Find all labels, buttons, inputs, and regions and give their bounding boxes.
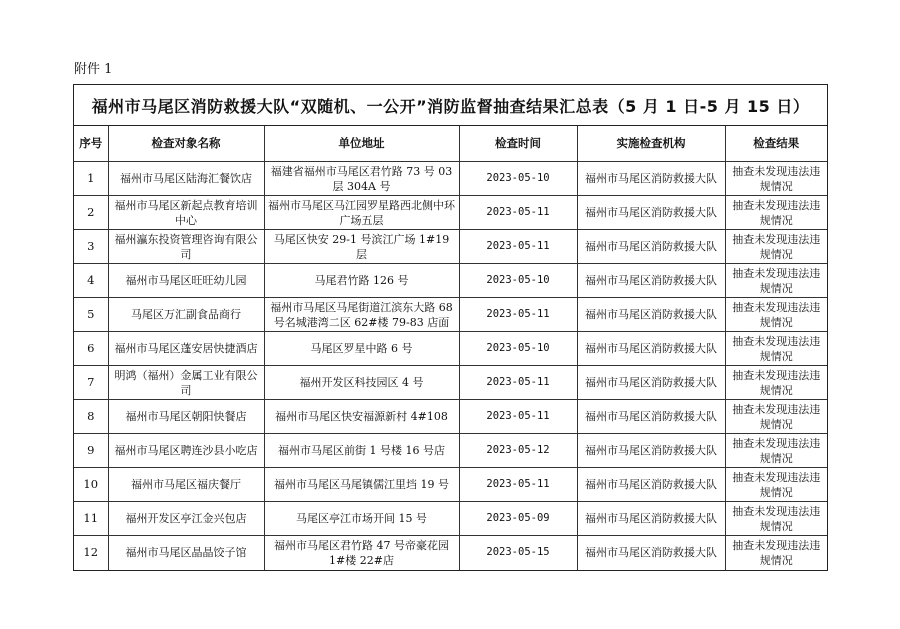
- table-row: [74, 162, 827, 196]
- cell-seq: 5: [74, 298, 108, 332]
- cell-name: 福州市马尾区陆海汇餐饮店: [108, 162, 264, 196]
- table-row: [74, 468, 827, 502]
- cell-time: 2023-05-11: [459, 196, 577, 230]
- table-row: [74, 264, 827, 298]
- cell-result: 抽查未发现违法违规情况: [725, 468, 827, 502]
- cell-seq: 6: [74, 332, 108, 366]
- cell-seq: 12: [74, 536, 108, 570]
- header-address: 单位地址: [264, 126, 459, 162]
- cell-address: 福州市马尾区马尾镇儒江里垱 19 号: [264, 468, 459, 502]
- cell-result: 抽查未发现违法违规情况: [725, 264, 827, 298]
- cell-name: 福州瀛东投资管理咨询有限公司: [108, 230, 264, 264]
- table-row: [74, 298, 827, 332]
- cell-time: 2023-05-10: [459, 264, 577, 298]
- header-time: 检查时间: [459, 126, 577, 162]
- cell-address: 马尾区罗星中路 6 号: [264, 332, 459, 366]
- cell-agency: 福州市马尾区消防救援大队: [577, 264, 725, 298]
- results-table: [74, 126, 827, 570]
- cell-seq: 9: [74, 434, 108, 468]
- table-row: [74, 332, 827, 366]
- cell-result: 抽查未发现违法违规情况: [725, 366, 827, 400]
- cell-agency: 福州市马尾区消防救援大队: [577, 298, 725, 332]
- cell-agency: 福州市马尾区消防救援大队: [577, 400, 725, 434]
- cell-name: 福州市马尾区旺旺幼儿园: [108, 264, 264, 298]
- cell-name: 福州市马尾区新起点教育培训中心: [108, 196, 264, 230]
- table-row: [74, 434, 827, 468]
- cell-agency: 福州市马尾区消防救援大队: [577, 536, 725, 570]
- cell-address: 福建省福州市马尾区君竹路 73 号 03 层 304A 号: [264, 162, 459, 196]
- header-seq: 序号: [74, 126, 108, 162]
- cell-address: 福州市马尾区马尾街道江滨东大路 68 号名城港湾二区 62#楼 79-83 店面: [264, 298, 459, 332]
- header-result: 检查结果: [725, 126, 827, 162]
- cell-seq: 3: [74, 230, 108, 264]
- cell-name: 福州市马尾区蓬安居快捷酒店: [108, 332, 264, 366]
- table-row: [74, 230, 827, 264]
- attachment-label: 附件 1: [74, 62, 113, 77]
- cell-time: 2023-05-09: [459, 502, 577, 536]
- table-row: [74, 536, 827, 570]
- cell-name: 福州开发区亭江金兴包店: [108, 502, 264, 536]
- cell-time: 2023-05-11: [459, 366, 577, 400]
- cell-time: 2023-05-11: [459, 468, 577, 502]
- cell-agency: 福州市马尾区消防救援大队: [577, 434, 725, 468]
- header-name: 检查对象名称: [108, 126, 264, 162]
- cell-result: 抽查未发现违法违规情况: [725, 196, 827, 230]
- cell-agency: 福州市马尾区消防救援大队: [577, 366, 725, 400]
- table-row: [74, 196, 827, 230]
- cell-agency: 福州市马尾区消防救援大队: [577, 196, 725, 230]
- cell-address: 马尾君竹路 126 号: [264, 264, 459, 298]
- cell-time: 2023-05-11: [459, 400, 577, 434]
- cell-result: 抽查未发现违法违规情况: [725, 230, 827, 264]
- cell-name: 福州市马尾区聘连沙县小吃店: [108, 434, 264, 468]
- cell-seq: 2: [74, 196, 108, 230]
- cell-time: 2023-05-10: [459, 162, 577, 196]
- summary-table-sheet: [73, 84, 828, 571]
- cell-agency: 福州市马尾区消防救援大队: [577, 162, 725, 196]
- cell-result: 抽查未发现违法违规情况: [725, 332, 827, 366]
- document-title: 福州市马尾区消防救援大队“双随机、一公开”消防监督抽查结果汇总表（5 月 1 日-5 月 15 日）: [74, 85, 827, 126]
- cell-time: 2023-05-11: [459, 298, 577, 332]
- cell-seq: 1: [74, 162, 108, 196]
- table-row: [74, 400, 827, 434]
- cell-result: 抽查未发现违法违规情况: [725, 502, 827, 536]
- cell-time: 2023-05-11: [459, 230, 577, 264]
- cell-address: 马尾区亭江市场开间 15 号: [264, 502, 459, 536]
- cell-address: 福州市马尾区马江园罗星路西北侧中环广场五层: [264, 196, 459, 230]
- cell-result: 抽查未发现违法违规情况: [725, 298, 827, 332]
- cell-result: 抽查未发现违法违规情况: [725, 400, 827, 434]
- cell-name: 福州市马尾区朝阳快餐店: [108, 400, 264, 434]
- cell-agency: 福州市马尾区消防救援大队: [577, 230, 725, 264]
- cell-address: 福州市马尾区快安福源新村 4#108: [264, 400, 459, 434]
- cell-time: 2023-05-15: [459, 536, 577, 570]
- cell-address: 福州市马尾区君竹路 47 号帝豪花园 1#楼 22#店: [264, 536, 459, 570]
- cell-address: 马尾区快安 29-1 号滨江广场 1#19 层: [264, 230, 459, 264]
- cell-agency: 福州市马尾区消防救援大队: [577, 332, 725, 366]
- cell-address: 福州开发区科技园区 4 号: [264, 366, 459, 400]
- cell-result: 抽查未发现违法违规情况: [725, 434, 827, 468]
- cell-time: 2023-05-10: [459, 332, 577, 366]
- cell-name: 福州市马尾区福庆餐厅: [108, 468, 264, 502]
- cell-seq: 8: [74, 400, 108, 434]
- cell-seq: 7: [74, 366, 108, 400]
- cell-address: 福州市马尾区前街 1 号楼 16 号店: [264, 434, 459, 468]
- header-agency: 实施检查机构: [577, 126, 725, 162]
- cell-agency: 福州市马尾区消防救援大队: [577, 468, 725, 502]
- cell-time: 2023-05-12: [459, 434, 577, 468]
- cell-seq: 10: [74, 468, 108, 502]
- cell-name: 福州市马尾区晶晶饺子馆: [108, 536, 264, 570]
- cell-name: 马尾区万汇副食品商行: [108, 298, 264, 332]
- cell-result: 抽查未发现违法违规情况: [725, 162, 827, 196]
- table-row: [74, 502, 827, 536]
- table-body: [74, 162, 827, 570]
- cell-name: 明鸿（福州）金属工业有限公司: [108, 366, 264, 400]
- table-header-row: [74, 126, 827, 162]
- table-row: [74, 366, 827, 400]
- cell-agency: 福州市马尾区消防救援大队: [577, 502, 725, 536]
- cell-seq: 11: [74, 502, 108, 536]
- cell-seq: 4: [74, 264, 108, 298]
- cell-result: 抽查未发现违法违规情况: [725, 536, 827, 570]
